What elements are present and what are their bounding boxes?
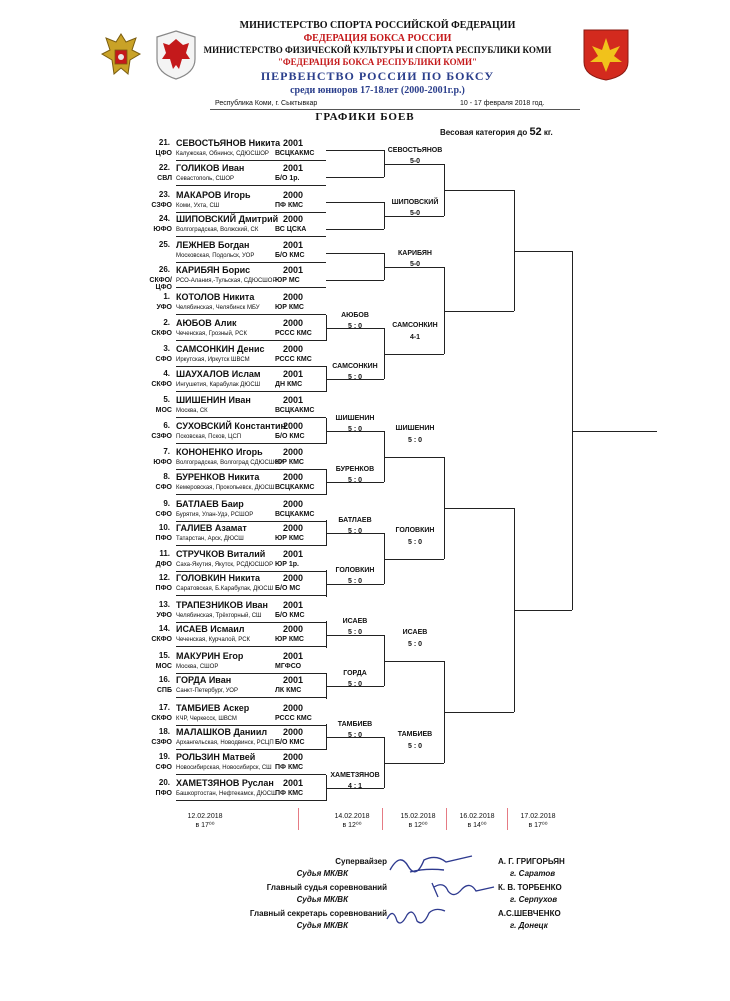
participant-number: 5. — [163, 395, 170, 404]
header-age-group: среди юниоров 17-18лет (2000-2001г.р.) — [290, 85, 465, 96]
participant-name: БУРЕНКОВ Никита — [176, 472, 260, 482]
participant-birth-year: 2000 — [283, 727, 304, 737]
participant-number: 20. — [158, 778, 170, 787]
participant-club: Севастополь, СШОР — [176, 176, 235, 182]
participant-birth-year: 2001 — [283, 240, 304, 250]
participant-club: Москва, СШОР — [176, 664, 219, 670]
participant-birth-year: 2001 — [283, 651, 304, 661]
participant-region: СКФО/ЦФО — [149, 277, 172, 291]
participant-region: СФО — [155, 764, 172, 771]
round2-score: 4-1 — [409, 334, 421, 341]
participant-name: СУХОВСКИЙ Константин — [176, 421, 286, 431]
round1-score: 4 : 1 — [347, 783, 362, 790]
header-federation: ФЕДЕРАЦИЯ БОКСА РОССИИ — [303, 33, 452, 44]
participant-underline — [176, 236, 326, 237]
participant-name: КОТОЛОВ Никита — [176, 292, 255, 302]
participant-number: 19. — [158, 752, 170, 761]
participant-rank: ЮР 1р. — [275, 561, 299, 568]
bracket-line — [384, 763, 444, 764]
round2-winner: САМСОНКИН — [392, 322, 438, 329]
ministry-of-sport-emblem — [153, 29, 199, 81]
participant-club: Татарстан, Арск, ДЮСШ — [176, 536, 244, 542]
round1-winner: АЮБОВ — [341, 312, 369, 319]
participant-underline — [176, 185, 326, 186]
participant-region: ПФО — [155, 535, 172, 542]
participant-club: Архангельская, Новодвинск, РСЦП — [176, 740, 274, 746]
event-dates: 10 - 17 февраля 2018 год. — [460, 100, 545, 107]
participant-number: 22. — [158, 163, 170, 172]
participant-underline — [176, 262, 326, 263]
participant-region: УФО — [156, 612, 172, 619]
participant-rank: ЮР МС — [275, 277, 300, 284]
participant-name: ТАМБИЕВ Аскер — [176, 703, 250, 713]
participant-club: Коми, Ухта, СШ — [176, 203, 220, 209]
official-city: г. Донецк — [510, 921, 548, 930]
participant-region: МОС — [155, 407, 172, 414]
participant-rank: Б/О КМС — [275, 252, 305, 259]
participant-name: ТРАПЕЗНИКОВ Иван — [176, 600, 268, 610]
participant-rank: ЮР КМС — [275, 535, 304, 542]
participant-rank: ЛК КМС — [275, 687, 302, 694]
participant-underline — [176, 571, 326, 572]
participant-rank: ВС ЦСКА — [275, 226, 307, 233]
participant-underline — [176, 287, 326, 288]
participant-underline — [176, 595, 326, 596]
participant-underline — [176, 545, 326, 546]
participant-birth-year: 2001 — [283, 600, 304, 610]
round1-score: 5 : 0 — [347, 426, 362, 433]
participant-club: РСО-Алания,-Тульская, СДЮСШОР — [176, 278, 277, 284]
participant-underline — [176, 800, 326, 801]
schedule-divider — [382, 808, 383, 830]
round2-winner: ТАМБИЕВ — [397, 731, 433, 738]
participant-name: КОНОНЕНКО Игорь — [176, 447, 263, 457]
participant-rank: ВСЦКАКМС — [275, 484, 315, 491]
official-role: Супервайзер — [335, 857, 387, 866]
komi-republic-emblem — [582, 28, 630, 82]
participant-club: Саха-Якутия, Якутск, РСДЮСШОР — [176, 562, 274, 568]
participant-region: ПФО — [155, 585, 172, 592]
participant-rank: РССС КМС — [275, 330, 312, 337]
schedule-divider — [298, 808, 299, 830]
header-ministry-komi: МИНИСТЕРСТВО ФИЗИЧЕСКОЙ КУЛЬТУРЫ И СПОРТА РЕСПУБЛИКИ КОМИ — [203, 45, 552, 55]
participant-rank: ДН КМС — [275, 381, 303, 388]
participant-birth-year: 2001 — [283, 369, 304, 379]
participant-number: 21. — [158, 138, 170, 147]
participant-name: ЛЕЖНЕВ Богдан — [176, 240, 250, 250]
participant-region: СФО — [155, 511, 172, 518]
weight-category — [440, 126, 553, 138]
official-category: Судья МК/ВК — [296, 869, 348, 878]
participant-birth-year: 2001 — [283, 163, 304, 173]
bracket-line — [326, 229, 384, 230]
schedule-divider — [446, 808, 447, 830]
participant-name: ГОЛОВКИН Никита — [176, 573, 261, 583]
participant-underline — [176, 443, 326, 444]
official-role: Главный судья соревнований — [266, 883, 387, 892]
bracket-line — [384, 354, 444, 355]
participant-rank: Б/О КМС — [275, 739, 305, 746]
participant-rank: РССС КМС — [275, 715, 312, 722]
participant-number: 18. — [158, 727, 170, 736]
participant-name: ГОРДА Иван — [176, 675, 232, 685]
russia-coat-of-arms-emblem — [98, 30, 144, 80]
participant-number: 25. — [158, 240, 170, 249]
schedule-date: 15.02.2018 — [400, 813, 436, 820]
participant-rank: Б/О КМС — [275, 433, 305, 440]
official-category: Судья МК/ВК — [296, 895, 348, 904]
participant-club: Иркутская, Иркутск ШВСМ — [176, 357, 250, 363]
participant-region: СПБ — [156, 687, 172, 694]
bracket-line — [444, 190, 514, 191]
participant-birth-year: 2000 — [283, 624, 304, 634]
participant-name: ШИПОВСКИЙ Дмитрий — [176, 214, 279, 224]
participant-number: 16. — [158, 675, 170, 684]
participant-club: Чеченская, Курчалой, РСК — [176, 637, 251, 643]
participant-birth-year: 2001 — [283, 675, 304, 685]
bracket-line — [326, 150, 384, 151]
participant-birth-year: 2001 — [283, 265, 304, 275]
official-name: А.С.ШЕВЧЕНКО — [498, 909, 561, 918]
final-line — [572, 431, 657, 432]
round1-winner: ГОЛОВКИН — [335, 567, 375, 574]
participant-region: СКФО — [151, 381, 172, 388]
bracket-line — [384, 457, 444, 458]
participant-name: МАКУРИН Егор — [176, 651, 244, 661]
participant-club: Калужская, Обнинск, СДЮСШОР — [176, 151, 269, 157]
schedule-divider — [507, 808, 508, 830]
participant-region: ЦФО — [155, 150, 172, 157]
participant-number: 10. — [158, 523, 170, 532]
participant-name: СЕВОСТЬЯНОВ Никита — [176, 138, 281, 148]
participant-name: МАЛАШКОВ Даниил — [176, 727, 268, 737]
participant-name: МАКАРОВ Игорь — [176, 190, 251, 200]
participant-number: 9. — [163, 499, 170, 508]
participant-birth-year: 2000 — [283, 523, 304, 533]
participant-club: Псковская, Псков, ЦСП — [176, 434, 242, 440]
round1-score: 5 : 0 — [347, 374, 362, 381]
official-name: К. В. ТОРБЕНКО — [498, 883, 562, 892]
participant-name: БАТЛАЕВ Баир — [176, 499, 244, 509]
prelim-winner: СЕВОСТЬЯНОВ — [387, 147, 443, 154]
participant-birth-year: 2000 — [283, 573, 304, 583]
participant-rank: Б/О 1р. — [275, 175, 300, 182]
weight-prefix: Весовая категория до — [440, 128, 528, 137]
round2-score: 5 : 0 — [407, 437, 422, 444]
participant-rank: Б/О КМС — [275, 612, 305, 619]
participant-rank: ЮР КМС — [275, 636, 304, 643]
participant-name: ШИШЕНИН Иван — [176, 395, 251, 405]
participant-birth-year: 2001 — [283, 395, 304, 405]
participant-number: 3. — [163, 344, 170, 353]
participant-birth-year: 2001 — [283, 138, 304, 148]
schedule-date: 12.02.2018 — [187, 813, 223, 820]
participant-name: РОЛЬЗИН Матвей — [176, 752, 256, 762]
header-federation-komi: "ФЕДЕРАЦИЯ БОКСА РЕСПУБЛИКИ КОМИ" — [277, 57, 478, 67]
bracket-line — [384, 661, 444, 662]
schedule-date: 14.02.2018 — [334, 813, 370, 820]
schedule-time: в 17⁰⁰ — [195, 822, 215, 829]
round2-score: 5 : 0 — [407, 743, 422, 750]
participant-rank: ПФ КМС — [275, 764, 304, 771]
participant-name: ШАУХАЛОВ Ислам — [176, 369, 261, 379]
prelim-score: 5-0 — [409, 158, 421, 165]
participant-underline — [176, 494, 326, 495]
participant-birth-year: 2001 — [283, 778, 304, 788]
participant-underline — [176, 646, 326, 647]
participant-club: Челябинская, Трёхгорный, СШ — [176, 613, 262, 619]
bracket-line — [326, 202, 384, 203]
round2-winner: ШИШЕНИН — [395, 425, 435, 432]
header-ministry-sport: МИНИСТЕРСТВО СПОРТА РОССИЙСКОЙ ФЕДЕРАЦИИ — [239, 20, 516, 31]
round1-winner: БАТЛАЕВ — [338, 517, 372, 524]
participant-region: ЮФО — [153, 459, 172, 466]
participant-rank: Б/О МС — [275, 585, 301, 592]
round1-score: 5 : 0 — [347, 323, 362, 330]
official-name: А. Г. ГРИГОРЬЯН — [498, 857, 565, 866]
signature-chief-judge — [428, 877, 498, 901]
participant-underline — [176, 622, 326, 623]
round1-score: 5 : 0 — [347, 629, 362, 636]
participant-rank: ЮР КМС — [275, 304, 304, 311]
participant-underline — [176, 774, 326, 775]
participant-rank: ВСЦКАКМС — [275, 150, 315, 157]
official-city: г. Серпухов — [510, 895, 558, 904]
participant-number: 6. — [163, 421, 170, 430]
round1-score: 5 : 0 — [347, 477, 362, 484]
round1-winner: БУРЕНКОВ — [335, 466, 375, 473]
participant-club: Волгоградская, Волжский, СК — [176, 227, 259, 233]
participant-birth-year: 2001 — [283, 549, 304, 559]
schedule-time: в 14⁰⁰ — [467, 822, 487, 829]
participant-name: ГОЛИКОВ Иван — [176, 163, 245, 173]
document-title: ГРАФИКИ БОЕВ — [315, 111, 415, 123]
event-location: Республика Коми, г. Сыктывкар — [215, 100, 318, 107]
participant-region: СФО — [155, 484, 172, 491]
weight-value: 52 — [529, 126, 542, 138]
bracket-line — [326, 177, 384, 178]
participant-birth-year: 2000 — [283, 421, 304, 431]
participant-birth-year: 2000 — [283, 703, 304, 713]
bracket-line — [444, 508, 514, 509]
participant-underline — [176, 417, 326, 418]
bracket-line — [444, 311, 514, 312]
participant-club: КЧР, Черкесск, ШВСМ — [176, 716, 237, 722]
official-category: Судья МК/ВК — [296, 921, 348, 930]
participant-club: Чеченская, Грозный, РСК — [176, 331, 247, 337]
participant-rank: ПФ КМС — [275, 202, 304, 209]
bracket-line — [326, 280, 384, 281]
participant-birth-year: 2000 — [283, 472, 304, 482]
participant-club: Ингушетия, Карабулак ДЮСШ — [176, 382, 261, 388]
participant-underline — [176, 314, 326, 315]
participant-number: 2. — [163, 318, 170, 327]
participant-name: АЮБОВ Алик — [176, 318, 237, 328]
bracket-line — [514, 610, 572, 611]
participant-number: 17. — [158, 703, 170, 712]
participant-rank: ВСЦКАКМС — [275, 407, 315, 414]
participant-region: МОС — [155, 663, 172, 670]
participant-underline — [176, 749, 326, 750]
round2-score: 5 : 0 — [407, 641, 422, 648]
participant-name: СТРУЧКОВ Виталий — [176, 549, 266, 559]
prelim-score: 5-0 — [409, 261, 421, 268]
round1-winner: ТАМБИЕВ — [337, 721, 373, 728]
round2-score: 5 : 0 — [407, 539, 422, 546]
participant-underline — [176, 725, 326, 726]
participant-name: ГАЛИЕВ Азамат — [176, 523, 247, 533]
signature-chief-secretary — [383, 903, 453, 929]
participant-rank: ЮР КМС — [275, 459, 304, 466]
participant-name: КАРИБЯН Борис — [176, 265, 251, 275]
participant-region: СЗФО — [151, 433, 172, 440]
participant-club: Московская, Подольск, УОР — [176, 253, 255, 259]
participant-underline — [176, 160, 326, 161]
bracket-line — [514, 251, 572, 252]
participant-region: СЗФО — [151, 739, 172, 746]
official-role: Главный секретарь соревнований — [249, 909, 387, 918]
participant-underline — [176, 469, 326, 470]
header-divider — [210, 109, 580, 110]
participant-region: СЗФО — [151, 202, 172, 209]
schedule-time: в 17⁰⁰ — [528, 822, 548, 829]
participant-underline — [176, 521, 326, 522]
participant-number: 23. — [158, 190, 170, 199]
participant-region: ЮФО — [153, 226, 172, 233]
schedule-date: 16.02.2018 — [459, 813, 495, 820]
round1-winner: ГОРДА — [343, 670, 367, 677]
bracket-line — [444, 712, 514, 713]
schedule-date: 17.02.2018 — [520, 813, 556, 820]
participant-club: Башкортостан, Нефтекамск, ДЮСШ — [176, 791, 277, 797]
participant-birth-year: 2000 — [283, 190, 304, 200]
round1-score: 5 : 0 — [347, 578, 362, 585]
participant-underline — [176, 340, 326, 341]
round1-winner: САМСОНКИН — [332, 363, 378, 370]
participant-club: Санкт-Петербург, УОР — [176, 688, 238, 694]
participant-number: 24. — [158, 214, 170, 223]
participant-rank: ПФ КМС — [275, 790, 304, 797]
round2-winner: ИСАЕВ — [402, 629, 428, 636]
participant-rank: ВСЦКАКМС — [275, 511, 315, 518]
participant-birth-year: 2000 — [283, 499, 304, 509]
participant-underline — [176, 673, 326, 674]
participant-number: 1. — [163, 292, 170, 301]
participant-region: ПФО — [155, 790, 172, 797]
round1-score: 5 : 0 — [347, 528, 362, 535]
participant-club: Москва, СК — [176, 408, 208, 414]
weight-unit: кг. — [543, 128, 553, 137]
participant-region: СКФО — [151, 330, 172, 337]
round2-winner: ГОЛОВКИН — [395, 527, 435, 534]
signature-supervisor — [386, 850, 476, 878]
bracket-line — [326, 253, 384, 254]
participant-birth-year: 2000 — [283, 292, 304, 302]
participant-number: 11. — [159, 549, 170, 558]
round1-score: 5 : 0 — [347, 681, 362, 688]
participant-number: 15. — [158, 651, 170, 660]
participant-club: Новосибирская, Новосибирск, СШ — [176, 765, 272, 771]
participant-underline — [176, 212, 326, 213]
prelim-winner: ШИПОВСКИЙ — [391, 199, 439, 206]
participant-number: 13. — [158, 600, 170, 609]
participant-region: УФО — [156, 304, 172, 311]
prelim-winner: КАРИБЯН — [398, 250, 432, 257]
participant-club: Волгоградская, Волгоград СДЮСШОР — [176, 460, 284, 466]
participant-birth-year: 2000 — [283, 752, 304, 762]
schedule-time: в 12⁰⁰ — [342, 822, 362, 829]
schedule-time: в 12⁰⁰ — [408, 822, 428, 829]
participant-number: 14. — [158, 624, 170, 633]
official-city: г. Саратов — [510, 869, 556, 878]
participant-region: ДФО — [155, 561, 172, 568]
participant-underline — [176, 366, 326, 367]
participant-number: 26. — [158, 265, 170, 274]
participant-region: СФО — [155, 356, 172, 363]
round1-winner: ШИШЕНИН — [335, 415, 375, 422]
participant-name: ИСАЕВ Исмаил — [176, 624, 245, 634]
participant-club: Челябинская, Челябинск МБУ — [176, 305, 260, 311]
participant-region: СКФО — [151, 715, 172, 722]
prelim-score: 5-0 — [409, 210, 421, 217]
participant-club: Бурятия, Улан-Удэ, РСШОР — [176, 512, 254, 518]
participant-club: Кемеровская, Прокопьевск, ДЮСШ — [176, 485, 275, 491]
participant-number: 7. — [163, 447, 170, 456]
participant-underline — [176, 697, 326, 698]
participant-number: 4. — [163, 369, 170, 378]
round1-winner: ИСАЕВ — [342, 618, 368, 625]
round1-score: 5 : 0 — [347, 732, 362, 739]
participant-birth-year: 2000 — [283, 447, 304, 457]
participant-region: СКФО — [151, 636, 172, 643]
participant-name: САМСОНКИН Денис — [176, 344, 265, 354]
participant-name: ХАМЕТЗЯНОВ Руслан — [176, 778, 274, 788]
round1-winner: ХАМЕТЗЯНОВ — [330, 772, 380, 779]
participant-birth-year: 2000 — [283, 214, 304, 224]
participant-number: 12. — [158, 573, 170, 582]
participant-birth-year: 2000 — [283, 344, 304, 354]
bracket-line — [384, 559, 444, 560]
participant-club: Саратовская, Б.Карабулак, ДЮСШ — [176, 586, 274, 592]
participant-underline — [176, 391, 326, 392]
participant-birth-year: 2000 — [283, 318, 304, 328]
participant-rank: МГФСО — [275, 663, 302, 670]
header-championship: ПЕРВЕНСТВО РОССИИ ПО БОКСУ — [260, 69, 495, 83]
participant-rank: РССС КМС — [275, 356, 312, 363]
participant-number: 8. — [163, 472, 170, 481]
participant-region: СВЛ — [157, 175, 172, 182]
